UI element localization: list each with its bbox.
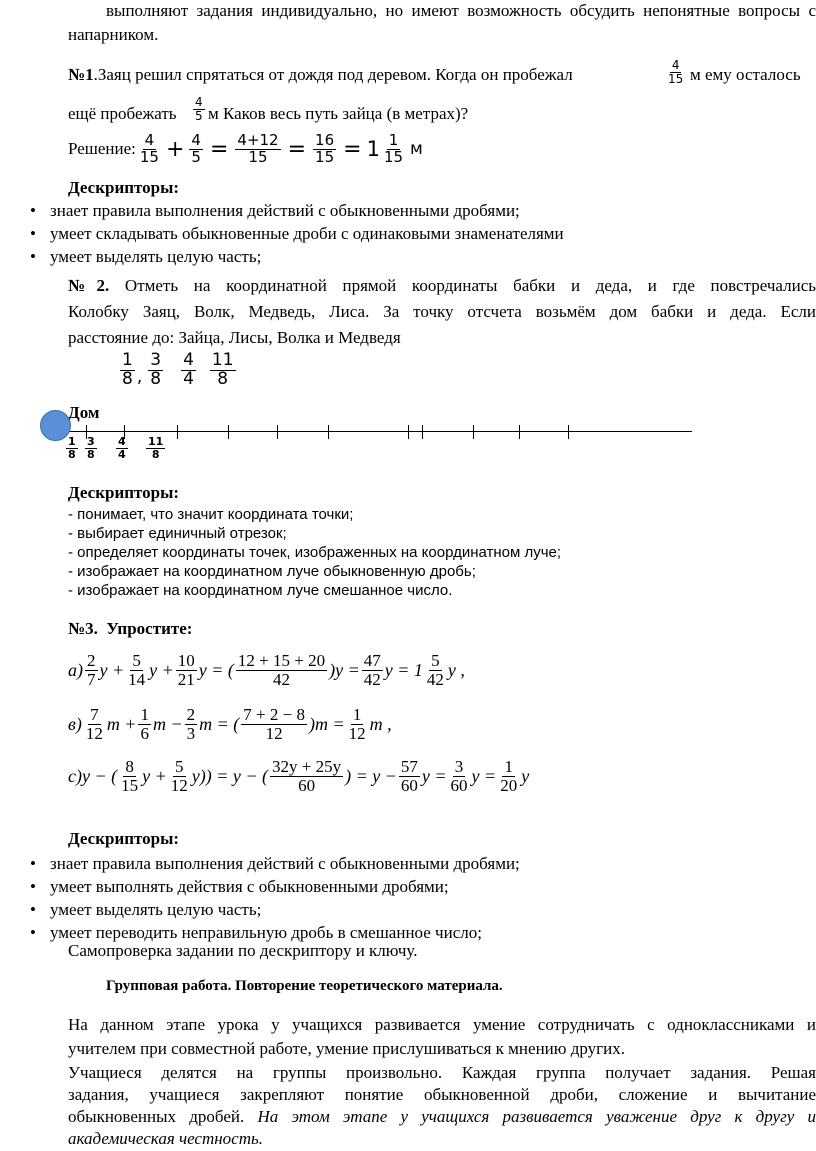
solution-whole: 1	[366, 137, 380, 162]
paragraph-1-line-2: учителем при совместной работе, умение прислушиваться к мнению других.	[68, 1039, 625, 1058]
tick	[568, 425, 569, 439]
task1-number: №1	[68, 65, 94, 84]
paragraph-2-line-3: обыкновенных дробей. На этом этапе у учащихся развивается уважение друг к другу и	[68, 1107, 816, 1126]
tick	[473, 425, 474, 439]
number-line	[52, 431, 692, 432]
task1-text-b: м ему осталось	[690, 65, 801, 84]
solution-frac-b: $\frac{4}{5}$	[191, 131, 201, 166]
descriptors-title-2: Дескрипторы:	[68, 483, 180, 502]
list-item: • умеет выделять целую часть;	[22, 898, 520, 921]
paragraph-2-line-2: задания, учащиеся закрепляют понятие обыкновенной дроби, сложение и вычитание	[68, 1085, 816, 1104]
list-item: - изображает на координатном луче обыкновенную дробь;	[68, 563, 476, 580]
equals-sign: =	[287, 136, 307, 162]
solution-label: Решение:	[68, 138, 136, 158]
solution-frac-e: 1 15	[383, 131, 404, 166]
list-item: • знает правила выполнения действий с обыкновенными дробями;	[22, 199, 564, 222]
descriptors-title-3: Дескрипторы:	[68, 829, 180, 848]
tick	[408, 425, 409, 439]
group-work-title: Групповая работа. Повторение теоретического материала.	[106, 978, 503, 994]
line-label-1: $\frac{1}{8}$	[68, 435, 76, 461]
line-label-3: $\frac{4}{4}$	[118, 435, 126, 461]
line-label-2: $\frac{3}{8}$	[87, 435, 95, 461]
home-label: Дом	[68, 403, 100, 422]
tick	[422, 425, 423, 439]
list-item: • умеет складывать обыкновенные дроби с одинаковыми знаменателями	[22, 222, 564, 245]
list-item: • умеет выделять целую часть;	[22, 245, 564, 268]
task2-line-2: Колобку Заяц, Волк, Медведь, Лиса. За точку отсчета возьмём дом бабки и деда. Если	[68, 302, 816, 321]
solution-frac-c: $\frac{4+12}{15}$	[237, 131, 279, 166]
descriptors-list-1	[22, 199, 564, 268]
descriptors-title-1: Дескрипторы:	[68, 178, 180, 197]
intro-line-2: напарником.	[68, 25, 159, 44]
task3-title: №3. Упростите:	[68, 619, 193, 638]
list-item: • умеет переводить неправильную дробь в смешанное число;	[22, 921, 520, 944]
list-item: - выбирает единичный отрезок;	[68, 525, 287, 542]
task1-solution	[68, 133, 423, 166]
equation-a: a) 2 7 y + $\frac{5}{14}$ y + $\frac{10}{21}$ y = ( 12 + 15 + 20 42 )y = $\frac{47}{42}$ y = 1 5 42 y ,	[68, 651, 465, 689]
paragraph-2-line-1: Учащиеся делятся на группы произвольно. Каждая группа получает задания. Решая	[68, 1063, 816, 1082]
plus-sign: +	[165, 136, 185, 162]
list-item: - изображает на координатном луче смешанное число.	[68, 582, 453, 599]
task1-fraction-2: $\frac{4}{5}$	[195, 95, 203, 123]
descriptors-list-2	[68, 505, 561, 600]
tick	[519, 425, 520, 439]
paragraph-2-line-4: академическая честность.	[68, 1129, 263, 1148]
task1-text-a: .Заяц решил спрятаться от дождя под деревом. Когда он пробежал	[93, 65, 573, 84]
equals-sign: =	[209, 136, 229, 162]
equation-c: c) y − ( 8 15 y + $\frac{5}{12}$ y)) = y − ( 32y + 25y 60 ) = y − $\frac{57}{60}$ y = $\frac{3}{60}$ y = $\frac{1}{20}$ y	[68, 757, 530, 795]
intro-line-1: выполняют задания индивидуально, но имеют возможность обсудить непонятные вопросы с	[106, 1, 816, 20]
task2-number: №2.	[68, 276, 110, 295]
descriptors-list-3	[22, 852, 520, 944]
list-item: • знает правила выполнения действий с обыкновенными дробями;	[22, 852, 520, 875]
task1-fraction-1: $\frac{4}{15}$	[668, 58, 684, 86]
tick	[328, 425, 329, 439]
task2-fraction-list: 1 8 , 3 8 4 4 11 8	[122, 350, 234, 389]
task2-line-1: №2. Отметь на координатной прямой координаты бабки и деда, и где повстречались	[68, 276, 816, 295]
task1-text-d: м Каков весь путь зайца (в метрах)?	[208, 104, 469, 123]
list-item: • умеет выполнять действия с обыкновенными дробями;	[22, 875, 520, 898]
self-check-text: Самопроверка задании по дескриптору и ключу.	[68, 941, 418, 960]
list-item: - определяет координаты точек, изображенных на координатном луче;	[68, 544, 562, 561]
solution-unit: м	[410, 139, 423, 160]
equals-sign: =	[343, 136, 362, 162]
task1-line-1	[68, 64, 573, 87]
line-label-4: $\frac{11}{8}$	[148, 435, 164, 461]
tick	[177, 425, 178, 439]
paragraph-1-line-1: На данном этапе урока у учащихся развивается умение сотрудничать с одноклассниками и	[68, 1015, 816, 1034]
list-item: - понимает, что значит координата точки;	[68, 506, 354, 523]
task1-text-c: ещё пробежать	[68, 104, 177, 123]
task2-line-3: расстояние до: Зайца, Лисы, Волка и Медведя	[68, 328, 401, 347]
equation-b: в) 7 12 m + $\frac{1}{6}$ m − $\frac{2}{3}$ m = ( 7 + 2 − 8 12 )m = $\frac{1}{12}$ m ,	[68, 705, 392, 743]
tick	[277, 425, 278, 439]
solution-frac-d: $\frac{16}{15}$	[315, 131, 335, 166]
tick	[228, 425, 229, 439]
solution-frac-a: 4 15	[139, 131, 159, 166]
